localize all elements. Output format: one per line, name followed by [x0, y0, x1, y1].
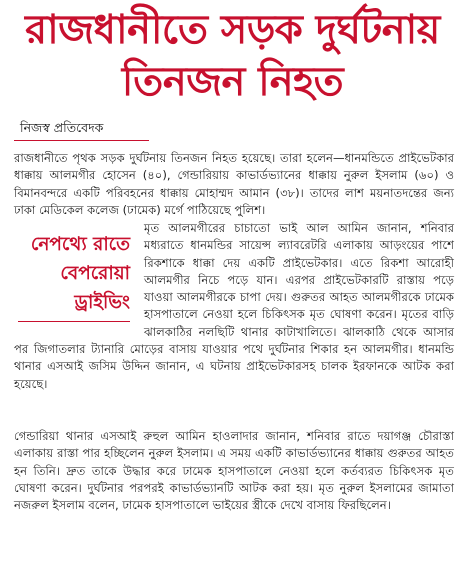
pullquote-line-3: ড্রাইভিং [74, 292, 130, 313]
headline-line-2: তিনজন নিহত [121, 59, 344, 105]
pullquote-line-2: বেপরোয়া [60, 263, 130, 284]
headline-line-1: রাজধানীতে সড়ক দুর্ঘটনায় [25, 7, 440, 53]
byline-underline [14, 140, 149, 141]
headline [0, 4, 465, 108]
article-paragraph-3: গেন্ডারিয়া থানার এসআই রুহুল আমিন হাওলাদার জানান, শনিবার রাতে দয়াগঞ্জ চৌরাস্তা এলাকায় রাস্তা পার হচ্ছিলেন নুরুল ইসলাম। এ সময় একটি কাভার্ডভ্যানের ধাক্কায় গুরুতর আহত হন তিনি। দ্রুত তাকে উদ্ধার করে ঢামেক হাসপাতালে নেওয়া হলে কর্তব্যরত চিকিৎসক মৃত ঘোষণা করেন। দুর্ঘটনার পরপরই কাভার্ডভ্যানটি আটক করা হয়। মৃত নুরুল ইসলামের জামাতা নজরুল ইসলাম বলেন, ঢামেক হাসপাতালে ভাইয়ের স্ত্রীকে দেখে বাসায় ফিরছিলেন। [14, 429, 454, 513]
byline: নিজস্ব প্রতিবেদক [20, 120, 104, 135]
article-paragraph-2: মৃত আলমগীরের চাচাতো ভাই আল আমিন জানান, শনিবার মধ্যরাতে ধানমন্ডির সায়েন্স ল্যাবরেটরি এলাকায় আড়ংয়ের পাশে রিকশাকে ধাক্কা দেয় একটি প্রাইভেটকার। এতে রিকশা আরোহী আলমগীর নিচে পড়ে যান। এরপর প্রাইভেটকারটি রাস্তায় পড়ে যাওয়া আলমগীরকে চাপা দেয়। গুরুতর আহত আলমগীরকে ঢামেক হাসপাতালে নেওয়া হলে চিকিৎসক মৃত ঘোষণা করেন। মৃতের বাড়ি ঝালকাঠির নলছিটি থানার কাটাখালিতে। ঝালকাঠি থেকে আসার পর জিগাতলার ট্যানারি মোড়ের বাসায় যাওয়ার পথে দুর্ঘটনার শিকার হন আলমগীর। ধানমন্ডি থানার এসআই জসিম উদ্দিন জানান, এ ঘটনায় প্রাইভেটকারসহ চালক ইরফানকে আটক করা হয়েছে। [14, 221, 454, 391]
pullquote-rule [18, 321, 130, 322]
pullquote-line-1: নেপথ্যে রাতে [30, 234, 130, 255]
pullquote [14, 230, 130, 322]
article-paragraph-1: রাজধানীতে পৃথক সড়ক দুর্ঘটনায় তিনজন নিহত হয়েছে। তারা হলেন—ধানমন্ডিতে প্রাইভেটকার ধাক্কায় আলমগীর হোসেন (৪০), গেন্ডারিয়ায় কাভার্ডভ্যানের ধাক্কায় নুরুল ইসলাম (৬০) ও বিমানবন্দরে একটি পরিবহনের ধাক্কায় মোহাম্মদ আমান (৩৮)। তাদের লাশ ময়নাতদন্তের জন্য ঢাকা মেডিকেল কলেজ (ঢামেক) মর্গে পাঠিয়েছে পুলিশ। [14, 151, 454, 217]
